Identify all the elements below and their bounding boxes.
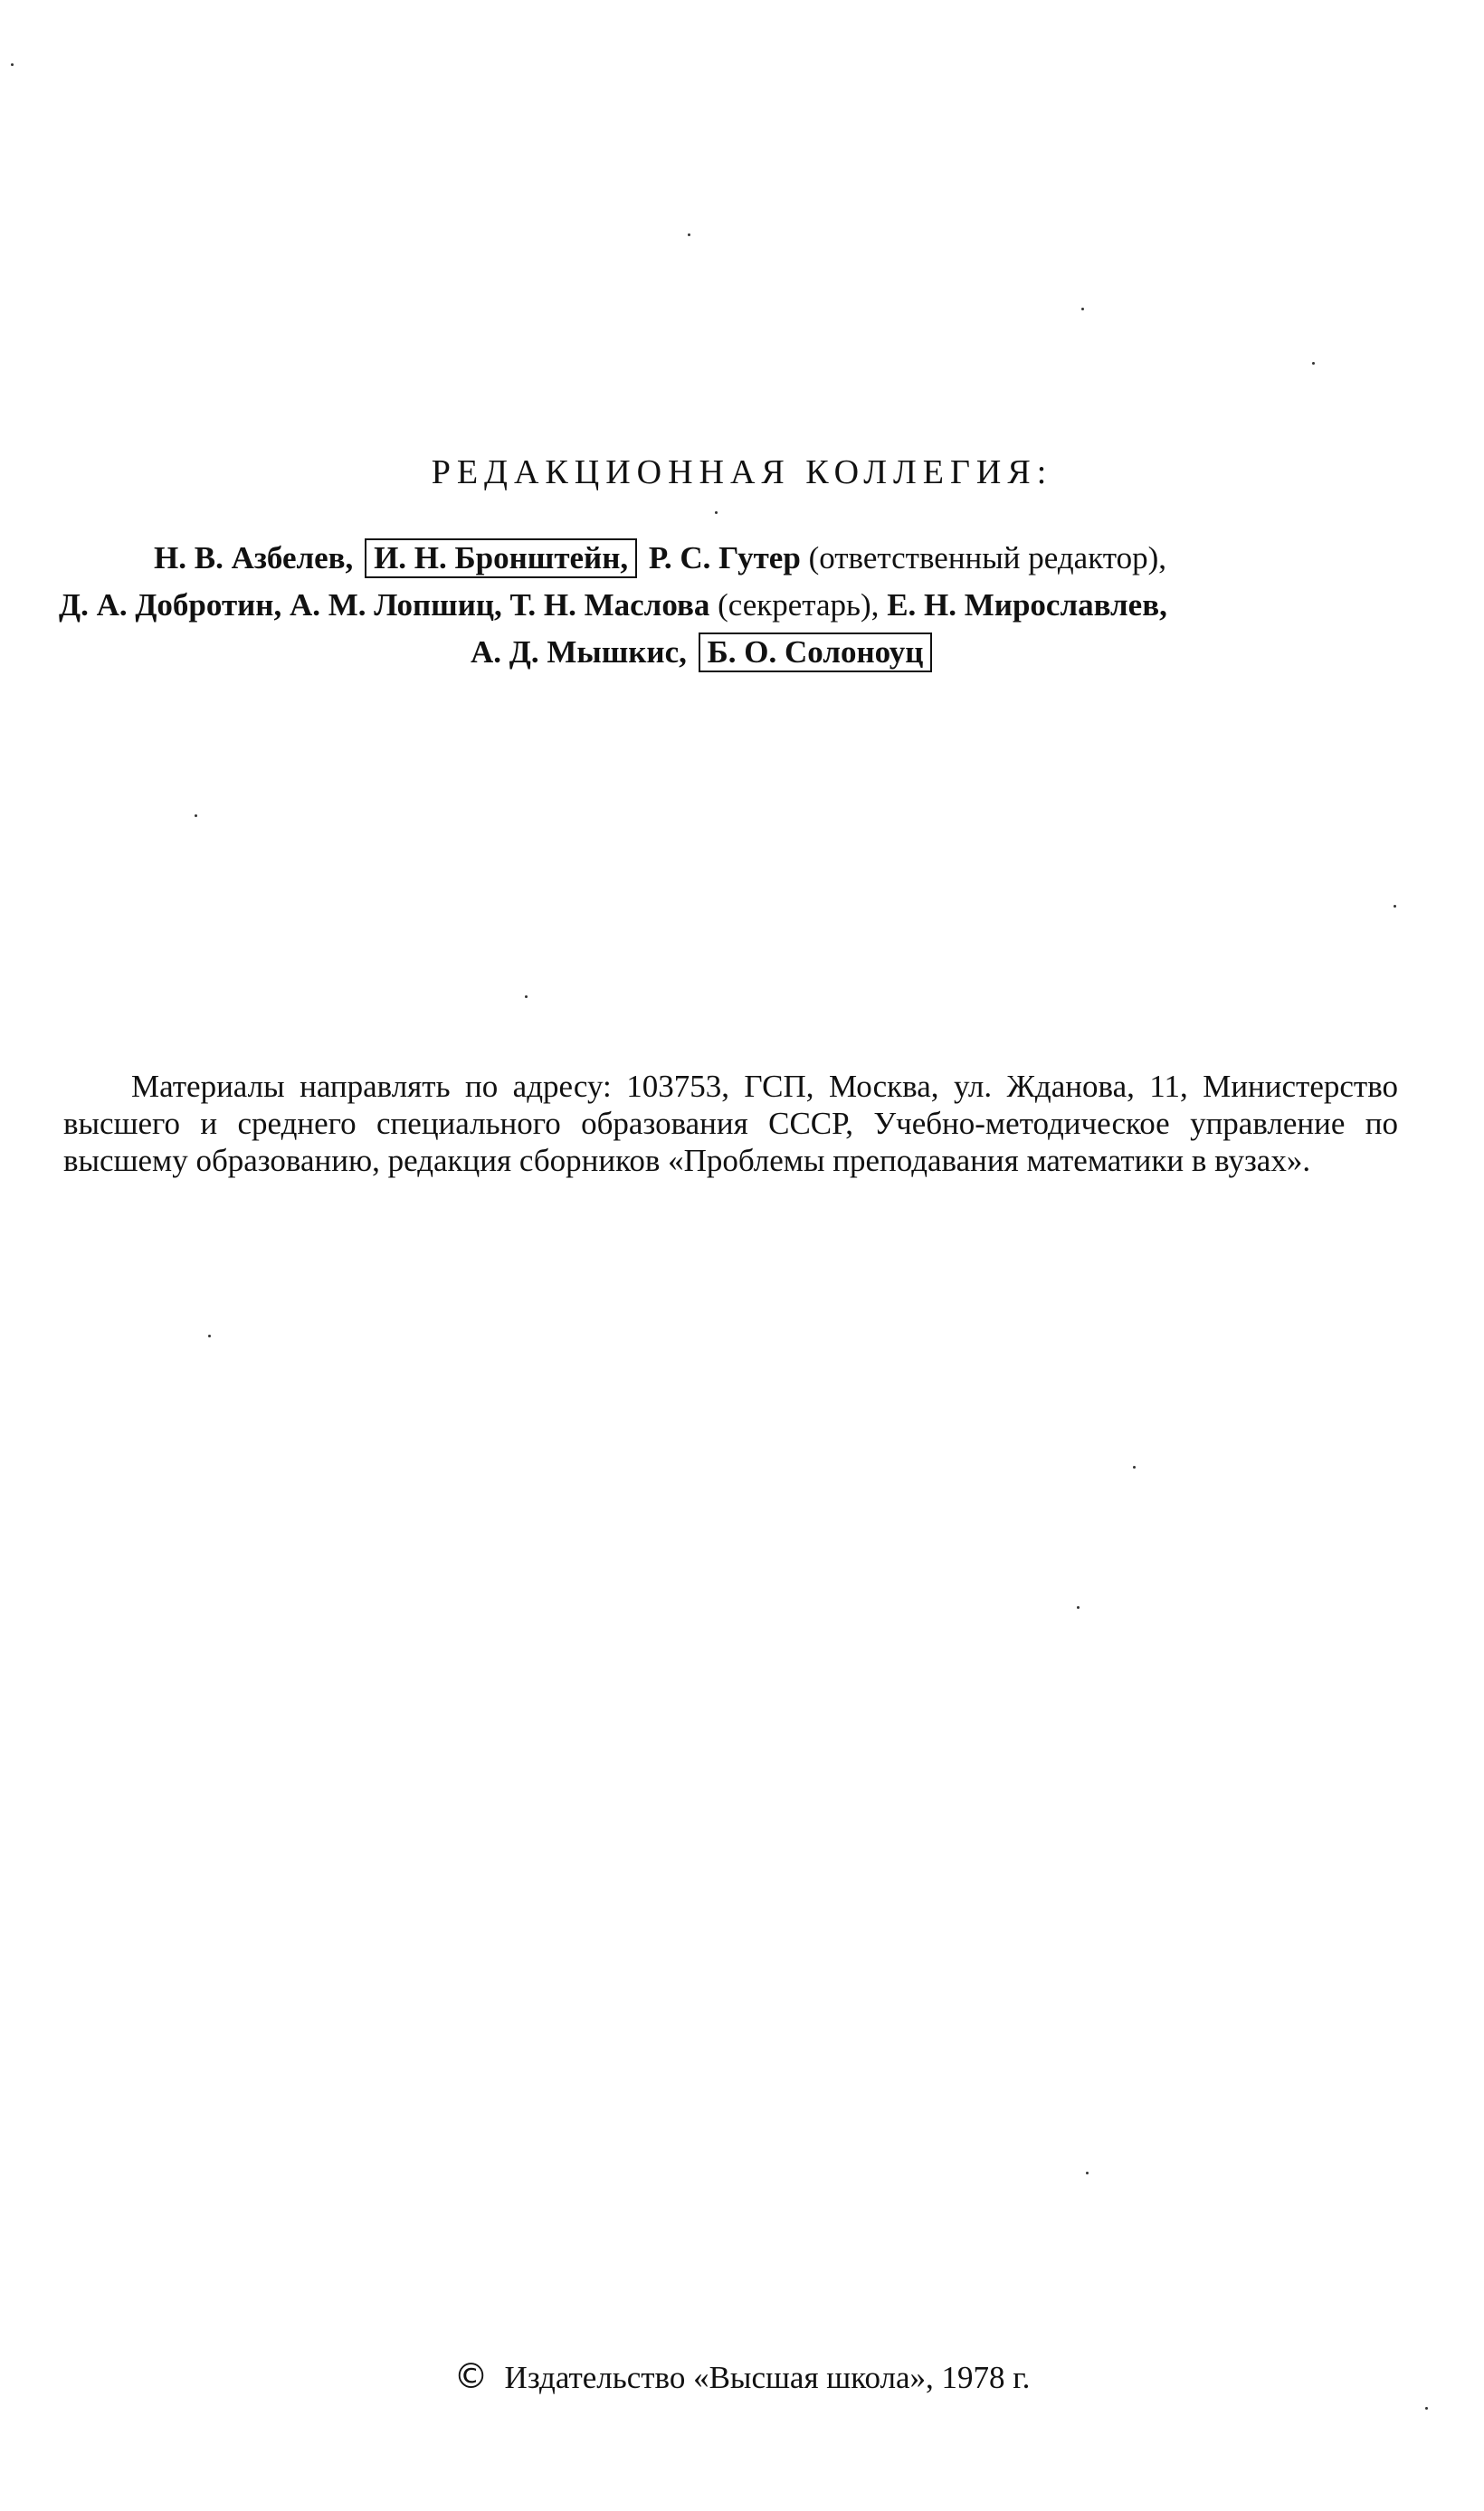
board-line-2	[59, 583, 1167, 628]
board-member: Р. С. Гутер	[648, 540, 801, 575]
scan-speck	[195, 814, 197, 817]
board-member: Т. Н. Маслова	[509, 587, 710, 623]
copyright-icon: ©	[453, 2356, 489, 2396]
board-line-1	[154, 536, 1166, 581]
board-member: А. Д. Мышкис,	[471, 634, 687, 670]
scan-speck	[525, 995, 528, 998]
scan-speck	[1081, 308, 1084, 310]
board-member-role: (секретарь),	[718, 587, 880, 623]
board-member: Д. А. Добротин,	[59, 587, 282, 623]
board-member-deceased: Б. О. Солоноуц	[699, 633, 933, 672]
scan-speck	[208, 1335, 211, 1337]
scan-speck	[1133, 1466, 1136, 1469]
board-member: Е. Н. Мирославлев,	[887, 587, 1167, 623]
editorial-board-heading: РЕДАКЦИОННАЯ КОЛЛЕГИЯ:	[431, 453, 1053, 491]
scan-speck	[715, 511, 718, 514]
board-line-3	[471, 630, 936, 675]
scan-speck	[1077, 1606, 1080, 1609]
scan-speck	[1312, 362, 1315, 365]
scan-speck	[1425, 2407, 1428, 2410]
copyright-text: Издательство «Высшая школа», 1978 г.	[504, 2360, 1031, 2395]
board-member: Н. В. Азбелев,	[154, 540, 354, 575]
board-member-deceased: И. Н. Бронштейн,	[365, 538, 637, 578]
scan-speck	[1394, 905, 1396, 908]
copyright-line	[0, 2356, 1484, 2396]
scan-speck	[11, 63, 14, 66]
scan-speck	[688, 233, 690, 236]
scan-speck	[1086, 2172, 1089, 2174]
board-member-role: (ответственный редактор),	[808, 540, 1166, 575]
board-member: А. М. Лопшиц,	[289, 587, 502, 623]
submission-address: Материалы направлять по адресу: 103753, ГСП, Москва, ул. Жданова, 11, Министерство высшего и среднего специального образования СССР, Учебно-методическое управление по высшему образованию, редакция сборников «Проблемы преподавания математики в вузах».	[63, 1069, 1398, 1178]
